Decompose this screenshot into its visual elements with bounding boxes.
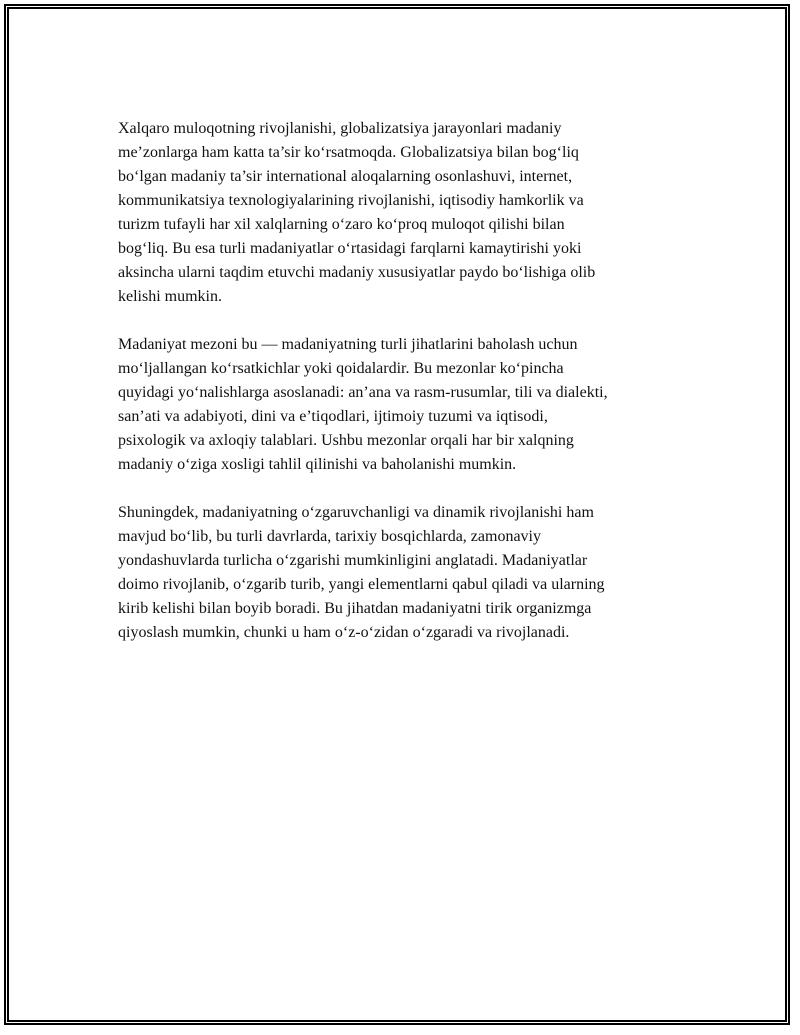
text-line: doimo rivojlanib, o‘zgarib turib, yangi elementlarni qabul qiladi va ularning bbox=[118, 576, 605, 593]
paragraph-2 bbox=[118, 333, 698, 477]
text-line: Madaniyat mezoni bu — madaniyatning turli jihatlarini baholash uchun bbox=[118, 336, 578, 353]
text-line: me’zonlarga ham katta ta’sir ko‘rsatmoqda. Globalizatsiya bilan bog‘liq bbox=[118, 144, 579, 161]
text-line: yondashuvlarda turlicha o‘zgarishi mumkinligini anglatadi. Madaniyatlar bbox=[118, 552, 588, 569]
text-line: psixologik va axloqiy talablari. Ushbu mezonlar orqali har bir xalqning bbox=[118, 432, 574, 449]
text-line: Xalqaro muloqotning rivojlanishi, globalizatsiya jarayonlari madaniy bbox=[118, 120, 562, 137]
text-line: qiyoslash mumkin, chunki u ham o‘z-o‘zidan o‘zgaradi va rivojlanadi. bbox=[118, 624, 570, 641]
text-line: kirib kelishi bilan boyib boradi. Bu jihatdan madaniyatni tirik organizmga bbox=[118, 600, 592, 617]
document-body bbox=[118, 117, 698, 669]
text-line: san’ati va adabiyoti, dini va e’tiqodlari, ijtimoiy tuzumi va iqtisodi, bbox=[118, 408, 548, 425]
text-line: Shuningdek, madaniyatning o‘zgaruvchanligi va dinamik rivojlanishi ham bbox=[118, 504, 594, 521]
text-line: aksincha ularni taqdim etuvchi madaniy xususiyatlar paydo bo‘lishiga olib bbox=[118, 264, 596, 281]
text-line: kelishi mumkin. bbox=[118, 288, 222, 305]
text-line: kommunikatsiya texnologiyalarining rivojlanishi, iqtisodiy hamkorlik va bbox=[118, 192, 584, 209]
text-line: mo‘ljallangan ko‘rsatkichlar yoki qoidalardir. Bu mezonlar ko‘pincha bbox=[118, 360, 564, 377]
text-line: bog‘liq. Bu esa turli madaniyatlar o‘rtasidagi farqlarni kamaytirishi yoki bbox=[118, 240, 582, 257]
text-line: quyidagi yo‘nalishlarga asoslanadi: an’ana va rasm-rusumlar, tili va dialekti, bbox=[118, 384, 608, 401]
paragraph-1 bbox=[118, 117, 698, 309]
text-line: madaniy o‘ziga xosligi tahlil qilinishi va baholanishi mumkin. bbox=[118, 456, 517, 473]
text-line: bo‘lgan madaniy ta’sir international aloqalarning osonlashuvi, internet, bbox=[118, 168, 573, 185]
text-line: turizm tufayli har xil xalqlarning o‘zaro ko‘proq muloqot qilishi bilan bbox=[118, 216, 565, 233]
text-line: mavjud bo‘lib, bu turli davrlarda, tarixiy bosqichlarda, zamonaviy bbox=[118, 528, 541, 545]
paragraph-3 bbox=[118, 501, 698, 645]
